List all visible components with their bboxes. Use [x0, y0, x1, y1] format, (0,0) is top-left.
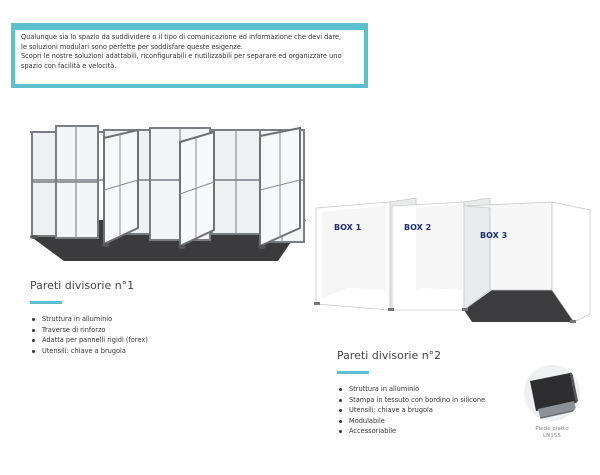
- product-2-title-underline: [337, 371, 369, 374]
- box-label-2: BOX 2: [404, 223, 432, 232]
- partition-walls-2-image: [312, 198, 594, 326]
- product-1-title-underline: [30, 301, 62, 304]
- product-2-feature: Accessoriabile: [337, 426, 485, 437]
- intro-line-3: Scopri le nostre soluzioni adattabili, riconfigurabili e riutilizzabili per separare ed organizzare uno: [21, 52, 342, 61]
- flat-foot-caption-line-1: Piede piatto: [535, 426, 569, 432]
- product-2-feature: Utensili: chiave a brugola: [337, 405, 485, 416]
- product-2-feature: Stampa in tessuto con bordino in silicone: [337, 395, 485, 406]
- intro-text-box: [15, 30, 364, 84]
- product-1-feature: Utensili: chiave a brugola: [30, 346, 148, 357]
- intro-banner: [11, 23, 368, 88]
- intro-line-4: spazio con facilità e velocità.: [21, 61, 117, 70]
- product-1-feature-list: [30, 314, 148, 356]
- product-1-feature: Adatta per pannelli rigidi (forex): [30, 335, 148, 346]
- box-label-3: BOX 3: [480, 231, 508, 240]
- product-1-feature: Traverse di rinforzo: [30, 325, 148, 336]
- flat-foot-detail-image: [524, 365, 580, 421]
- product-2-title: Pareti divisorie n°2: [337, 349, 442, 362]
- box-label-1: BOX 1: [334, 223, 362, 232]
- intro-line-2: le soluzioni modulari sono perfette per soddisfare queste esigenze.: [21, 42, 243, 51]
- partition-walls-1-image: [20, 118, 310, 263]
- flat-foot-caption: [528, 426, 576, 440]
- intro-line-1: Qualunque sia lo spazio da suddividere o il tipo di comunicazione ed informazione che devi dare,: [21, 33, 342, 41]
- product-2-feature-list: [337, 384, 485, 437]
- product-1-feature: Struttura in alluminio: [30, 314, 148, 325]
- product-1-title: Pareti divisorie n°1: [30, 279, 135, 292]
- product-2-feature: Struttura in alluminio: [337, 384, 485, 395]
- flat-foot-caption-line-2: LN155: [543, 433, 561, 439]
- product-2-feature: Modulabile: [337, 416, 485, 427]
